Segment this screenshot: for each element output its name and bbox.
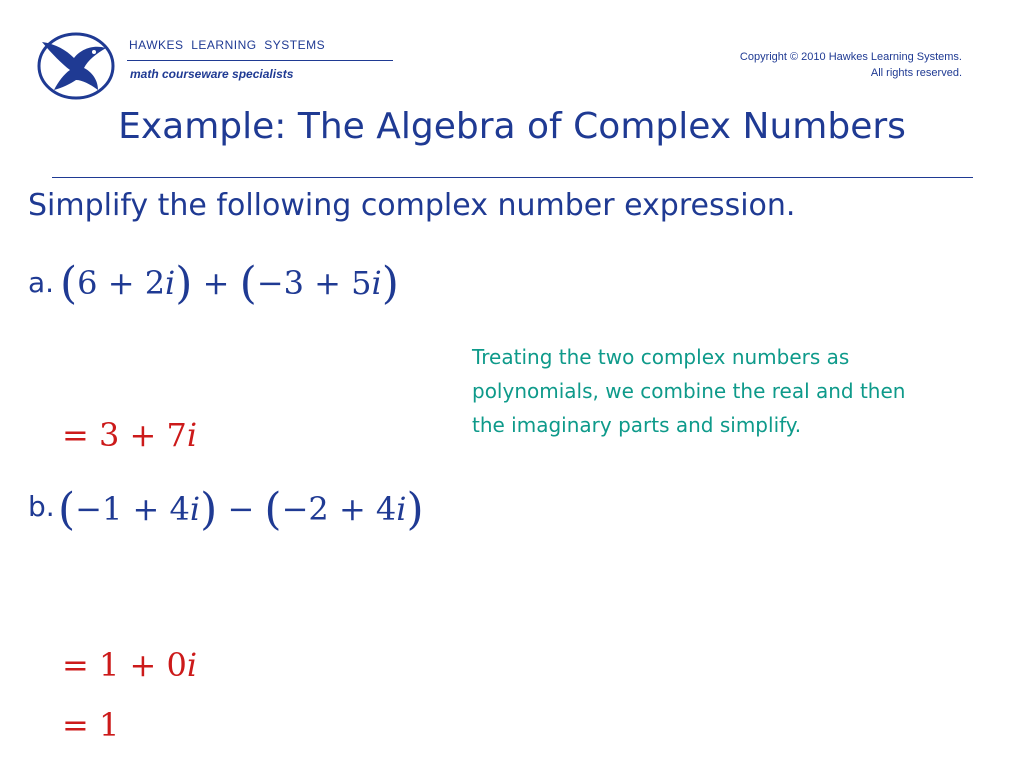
left-paren: ( [264, 484, 282, 535]
part-b-label: b. [28, 490, 55, 523]
result-prefix: = 3 + 7 [62, 416, 187, 454]
operator: + [192, 264, 240, 302]
copyright-line-2: All rights reserved. [870, 67, 962, 79]
term-2: −3 + 5 [256, 264, 372, 302]
right-paren: ) [175, 258, 193, 309]
right-paren: ) [200, 484, 218, 535]
copyright-line-1: Copyright © 2010 Hawkes Learning Systems. [739, 51, 962, 63]
imag-unit: i [186, 646, 198, 684]
logo-divider [127, 60, 393, 61]
part-a-expression [60, 258, 399, 309]
right-paren: ) [406, 484, 424, 535]
result-prefix: = 1 + 0 [62, 646, 187, 684]
right-paren: ) [381, 258, 399, 309]
term-1: 6 + 2 [77, 264, 166, 302]
eagle-logo-icon [36, 28, 116, 100]
operator: − [217, 490, 265, 528]
imag-unit: i [371, 264, 382, 302]
term-2: −2 + 4 [281, 490, 397, 528]
instruction-text: Simplify the following complex number expression. [28, 188, 796, 223]
explanation-note: Treating the two complex numbers as polynomials, we combine the real and then the imaginary parts and simplify. [472, 345, 906, 437]
imag-unit: i [186, 416, 198, 454]
company-name: HAWKES LEARNING SYSTEMS [129, 38, 326, 52]
imag-unit: i [189, 490, 201, 528]
left-paren: ( [58, 484, 76, 535]
part-a-result [62, 416, 197, 454]
left-paren: ( [239, 258, 257, 309]
left-paren: ( [60, 258, 78, 309]
part-b-expression [58, 484, 424, 535]
part-b-result-1 [62, 646, 197, 684]
imag-unit: i [165, 264, 176, 302]
title-divider [52, 177, 973, 178]
company-tagline: math courseware specialists [130, 67, 294, 81]
copyright-notice [740, 49, 962, 81]
imag-unit: i [396, 490, 407, 528]
term-1: −1 + 4 [75, 490, 190, 528]
part-a-label: a. [28, 266, 55, 299]
part-b-result-2: = 1 [62, 706, 120, 744]
slide-title: Example: The Algebra of Complex Numbers [118, 106, 906, 147]
